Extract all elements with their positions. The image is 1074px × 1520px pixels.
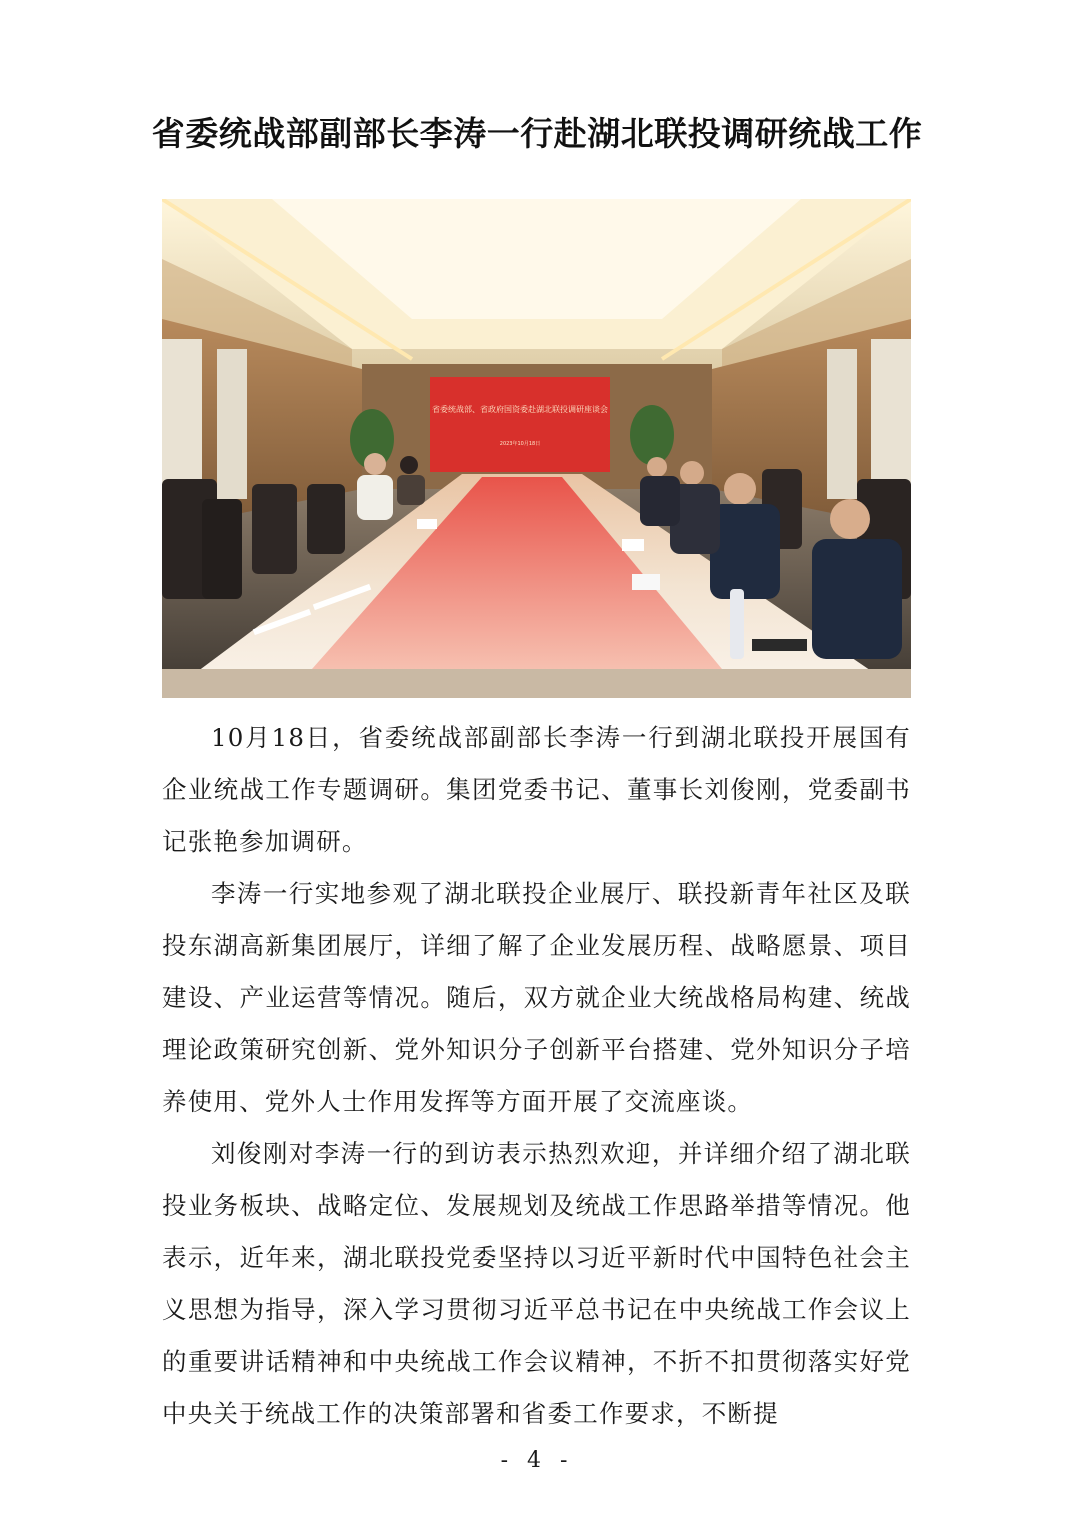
screen-date: 2023年10月18日 (499, 441, 541, 447)
paragraph-2: 李涛一行实地参观了湖北联投企业展厅、联投新青年社区及联投东湖高新集团展厅，详细了解了企业发展历程、战略愿景、项目建设、产业运营等情况。随后，双方就企业大统战格局构建、统战理论政策研究创新、党外知识分子创新平台搭建、党外知识分子培养使用、党外人士作用发挥等方面开展了交流座谈。 (162, 879, 911, 1116)
article-title: 省委统战部副部长李涛一行赴湖北联投调研统战工作 (151, 114, 923, 153)
meeting-room-photo (162, 199, 911, 698)
paragraph-3: 刘俊刚对李涛一行的到访表示热烈欢迎，并详细介绍了湖北联投业务板块、战略定位、发展规划及统战工作思路举措等情况。他表示，近年来，湖北联投党委坚持以习近平新时代中国特色社会主义思想为指导，深入学习贯彻习近平总书记在中央统战工作会议上的重要讲话精神和中央统战工作会议精神，不折不扣贯彻落实好党中央关于统战工作的决策部署和省委工作要求，不断提 (162, 1139, 911, 1428)
paragraph-1: 10月18日，省委统战部副部长李涛一行到湖北联投开展国有企业统战工作专题调研。集团党委书记、董事长刘俊刚，党委副书记张艳参加调研。 (162, 723, 911, 856)
page-number: - 4 - (500, 1448, 574, 1473)
screen-title: 省委统战部、省政府国资委赴湖北联投调研座谈会 (432, 405, 608, 414)
article-body (162, 712, 911, 1440)
